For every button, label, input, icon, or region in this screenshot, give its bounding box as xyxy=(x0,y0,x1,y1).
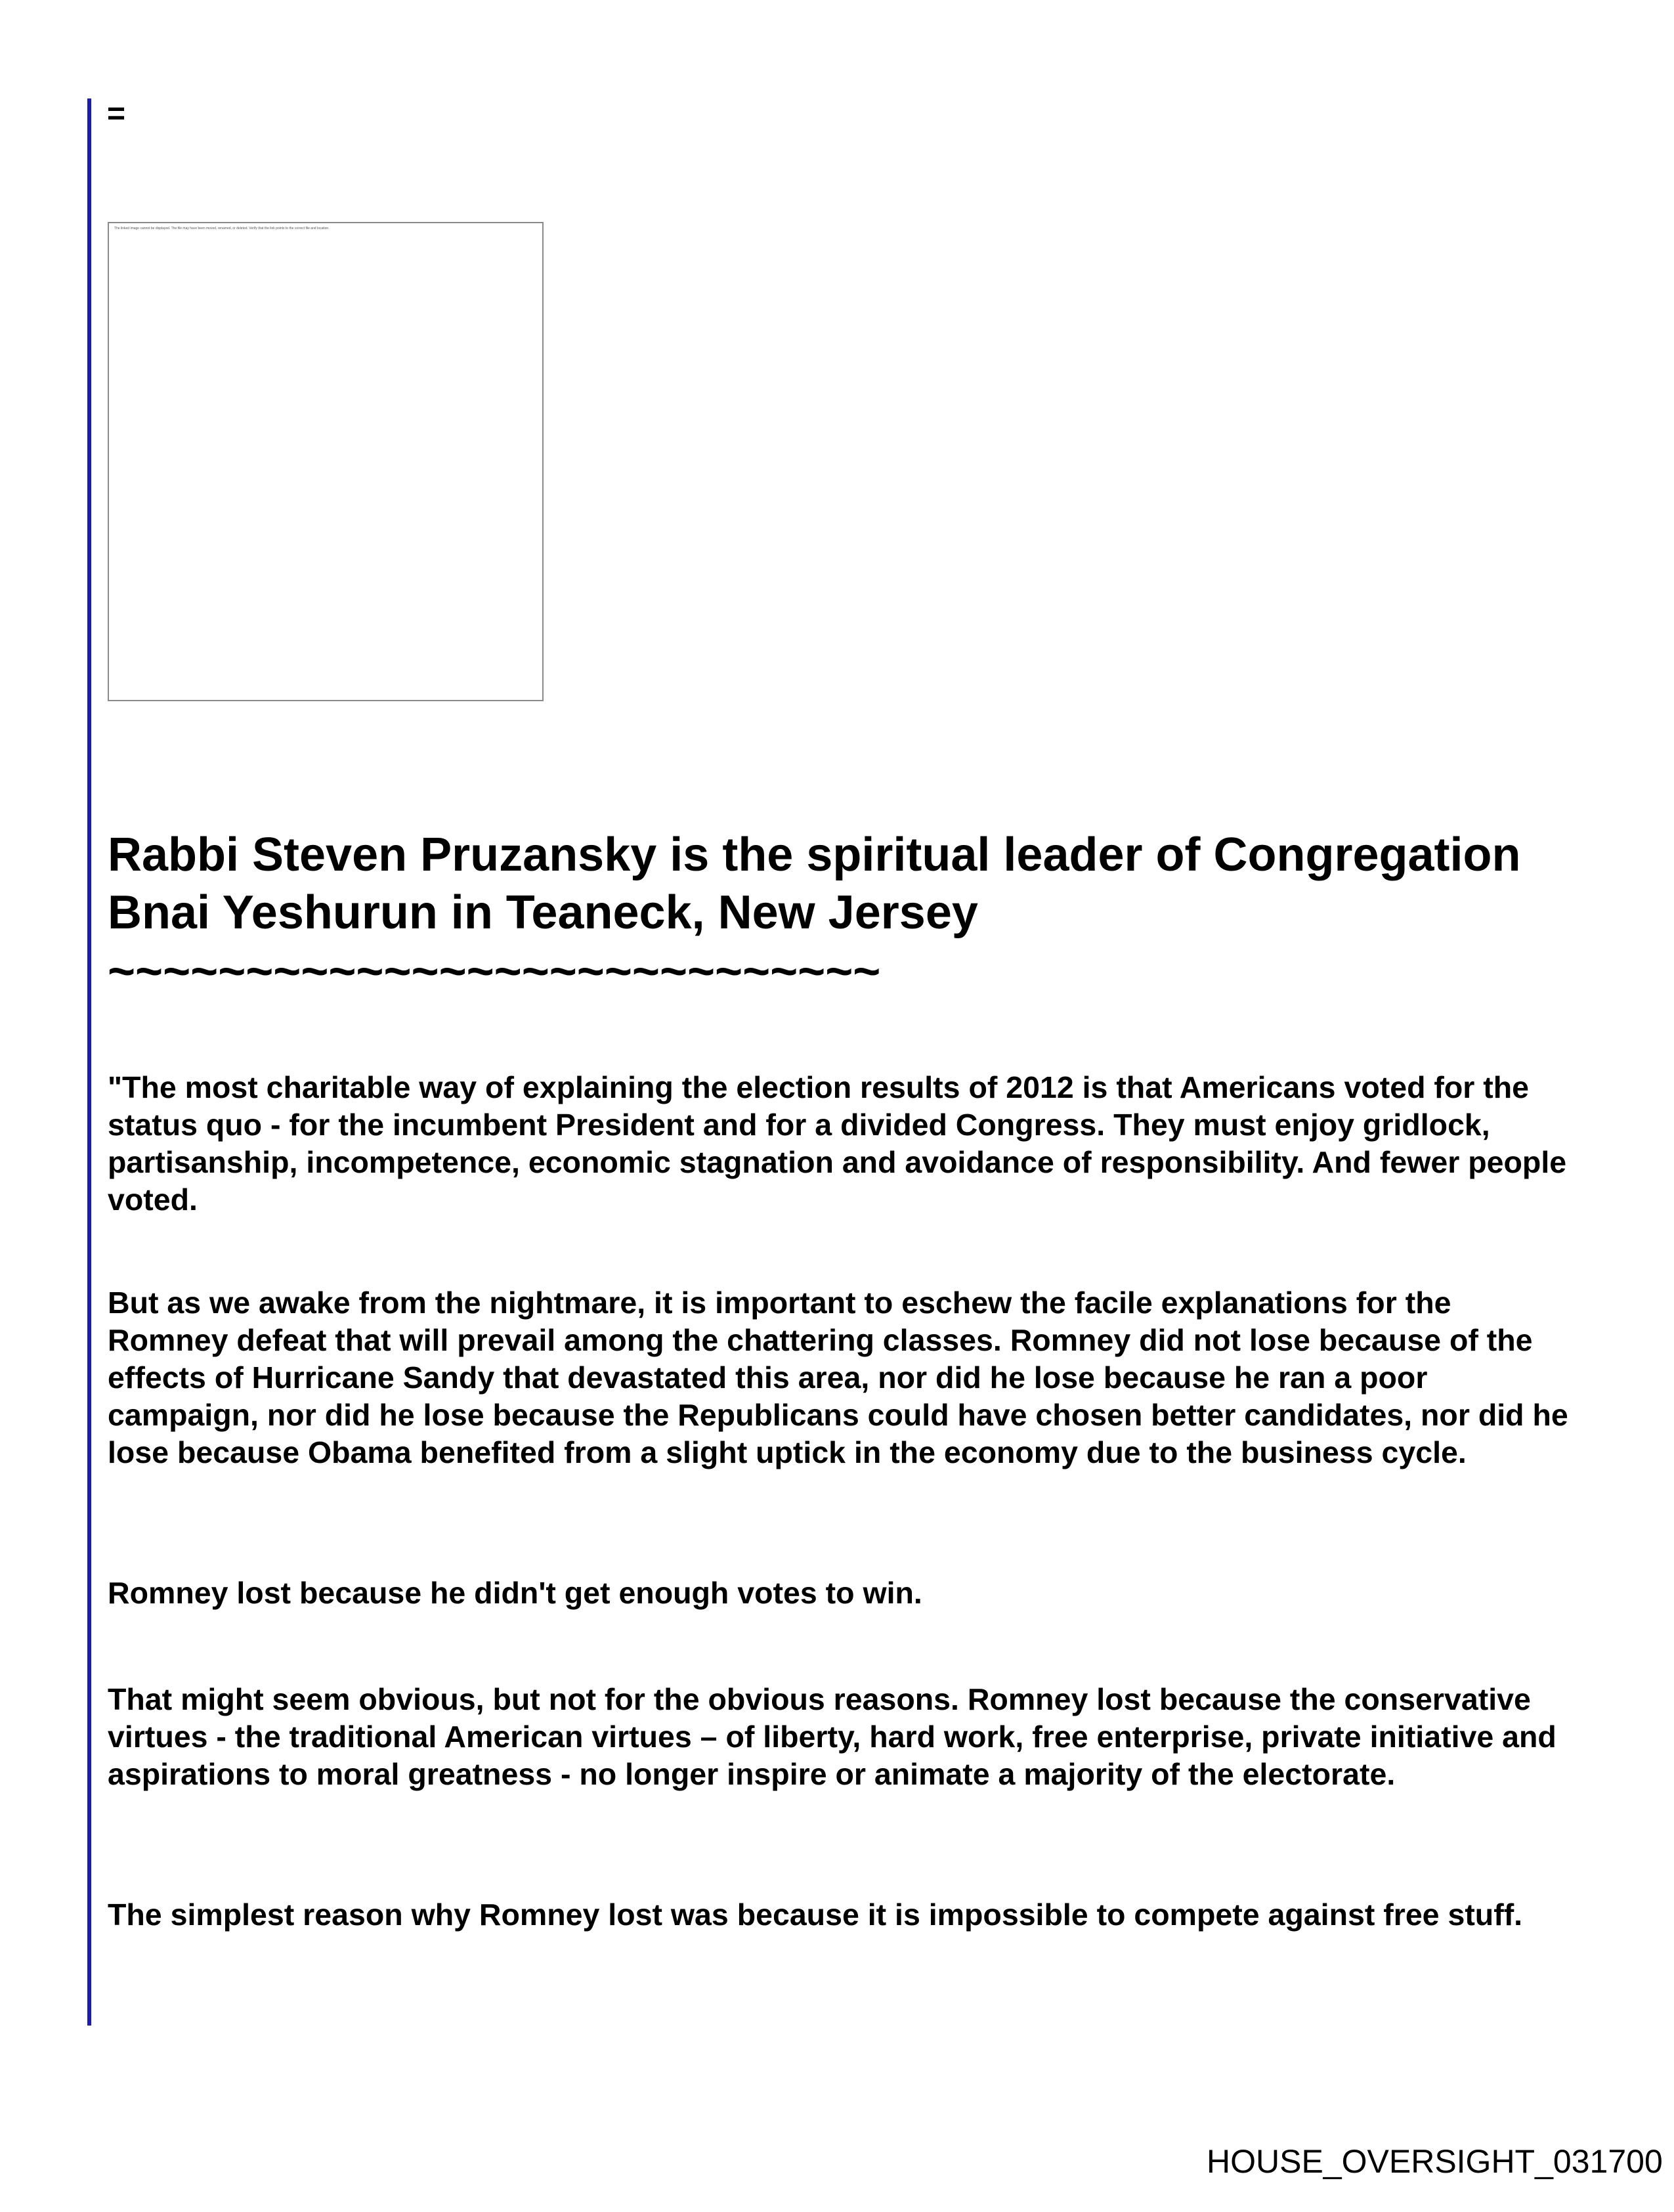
paragraph-2: But as we awake from the nightmare, it is important to eschew the facile explanations for the Romney defeat that will prevail among the chattering classes. Romney did not lose because of the effects of Hurricane Sandy that devastated this area, nor did he lose because he ran a poor campaign, nor did he lose because the Republicans could have chosen better candidates, nor did he lose because Obama benefited from a slight uptick in the economy due to the business cycle. xyxy=(108,1286,1568,1469)
paragraph-1: "The most charitable way of explaining the election results of 2012 is that Americans voted for the status quo - for the incumbent President and for a divided Congress. They must enjoy gridlock, partisanship, incompetence, economic stagnation and avoidance of responsibility. And fewer people voted. xyxy=(108,1070,1567,1217)
paragraph-3: Romney lost because he didn't get enough votes to win. xyxy=(108,1576,922,1610)
broken-image-caption: The linked image cannot be displayed. The file may have been moved, renamed, or deleted. Verify that the link points to the correct file and location. xyxy=(114,227,330,230)
paragraph-4: That might seem obvious, but not for the obvious reasons. Romney lost because the conservative virtues - the traditional American virtues – of liberty, hard work, free enterprise, private initiative and aspirations to moral greatness - no longer inspire or animate a majority of the electorate. xyxy=(108,1682,1556,1791)
equals-marker: = xyxy=(107,97,126,131)
tilde-separator: ~~~~~~~~~~~~~~~~~~~~~~~~~~~~ xyxy=(108,945,881,998)
document-id-footer: HOUSE_OVERSIGHT_031700 xyxy=(1207,2143,1663,2180)
broken-image-placeholder xyxy=(108,222,544,701)
paragraph-5: The simplest reason why Romney lost was because it is impossible to compete against free stuff. xyxy=(108,1898,1523,1932)
quote-bar xyxy=(87,98,91,2026)
article-heading: Rabbi Steven Pruzansky is the spiritual leader of Congregation Bnai Yeshurun in Teaneck, New Jersey xyxy=(108,829,1521,939)
